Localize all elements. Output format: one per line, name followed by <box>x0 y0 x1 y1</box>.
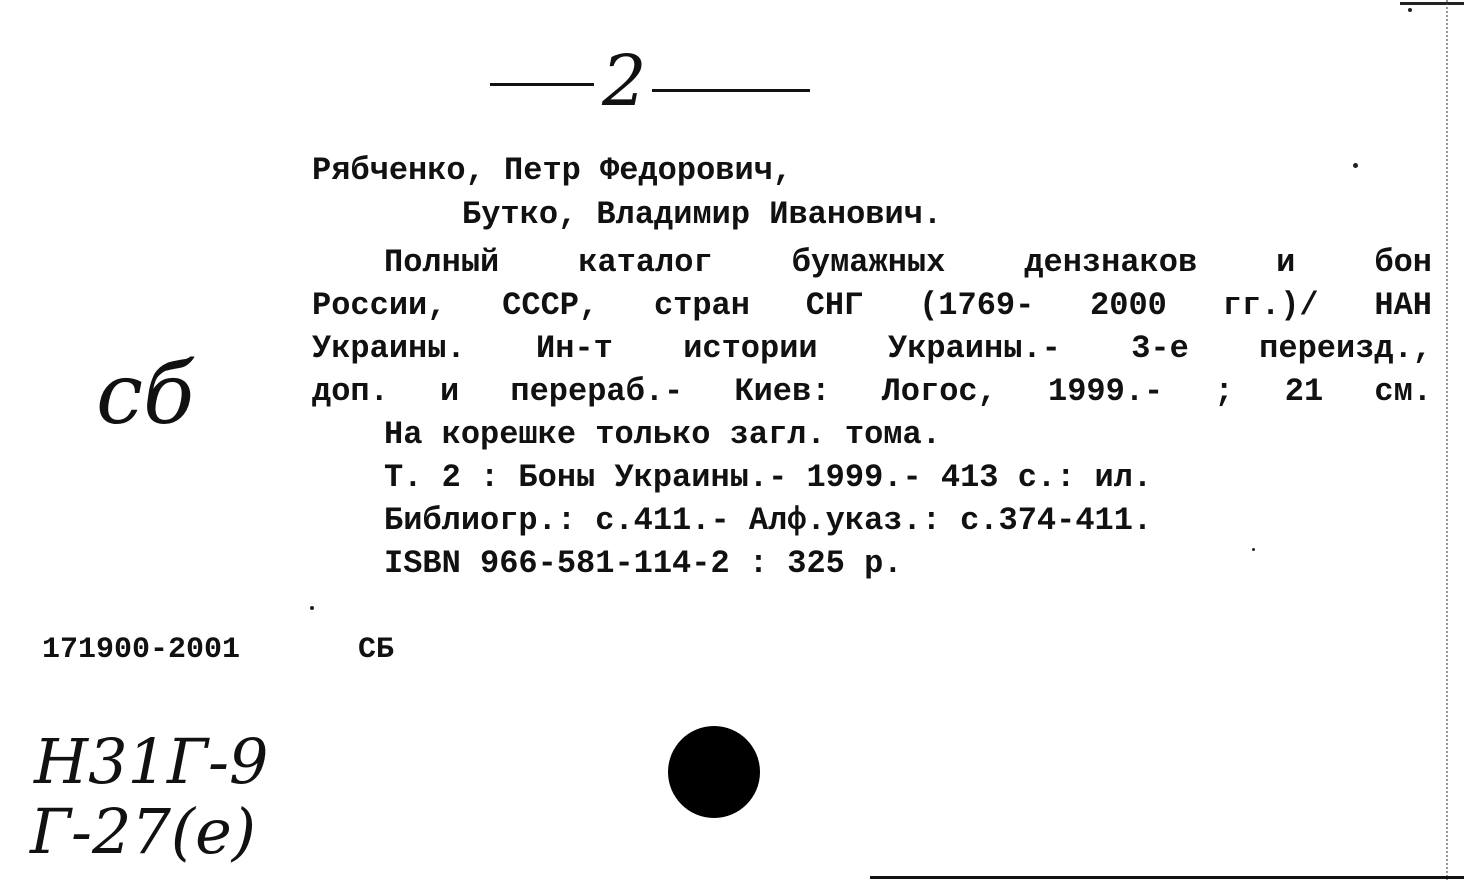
secondary-author: Бутко, Владимир Иванович. <box>462 196 943 233</box>
primary-author: Рябченко, Петр Федорович, <box>312 152 793 189</box>
right-rule <box>652 89 810 92</box>
title-line: Украины. Ин-т истории Украины.- 3-е переизд., <box>312 330 1432 367</box>
inventory-code: СБ <box>358 633 395 667</box>
handwritten-shelf-mark: Г-27(е) <box>30 795 256 868</box>
isbn-line: ISBN 966-581-114-2 : 325 р. <box>384 545 903 582</box>
left-rule <box>490 83 594 86</box>
title-line: доп. и перераб.- Киев: Логос, 1999.- ; 21 см. <box>312 373 1432 410</box>
speck <box>1353 163 1358 168</box>
bottom-edge-mark <box>870 876 1464 879</box>
handwritten-card-number: 2 <box>602 40 647 122</box>
handwritten-shelf-mark: Н31Г-9 <box>34 725 269 798</box>
speck <box>1408 8 1412 12</box>
title-line: Полный каталог бумажных дензнаков и бон <box>384 244 1432 281</box>
speck <box>1252 548 1255 551</box>
title-line: России, СССР, стран СНГ (1769- 2000 гг.)/ НАН <box>312 287 1432 324</box>
note-line: На корешке только загл. тома. <box>384 416 941 453</box>
speck <box>310 606 314 610</box>
note-line: Т. 2 : Боны Украины.- 1999.- 413 с.: ил. <box>384 459 1153 496</box>
note-line: Библиогр.: с.411.- Алф.указ.: с.374-411. <box>384 502 1153 539</box>
punch-hole <box>668 726 760 818</box>
handwritten-side-mark: сб <box>96 345 195 443</box>
inventory-number: 171900-2001 <box>42 633 241 667</box>
right-perforation-edge <box>1446 0 1456 880</box>
